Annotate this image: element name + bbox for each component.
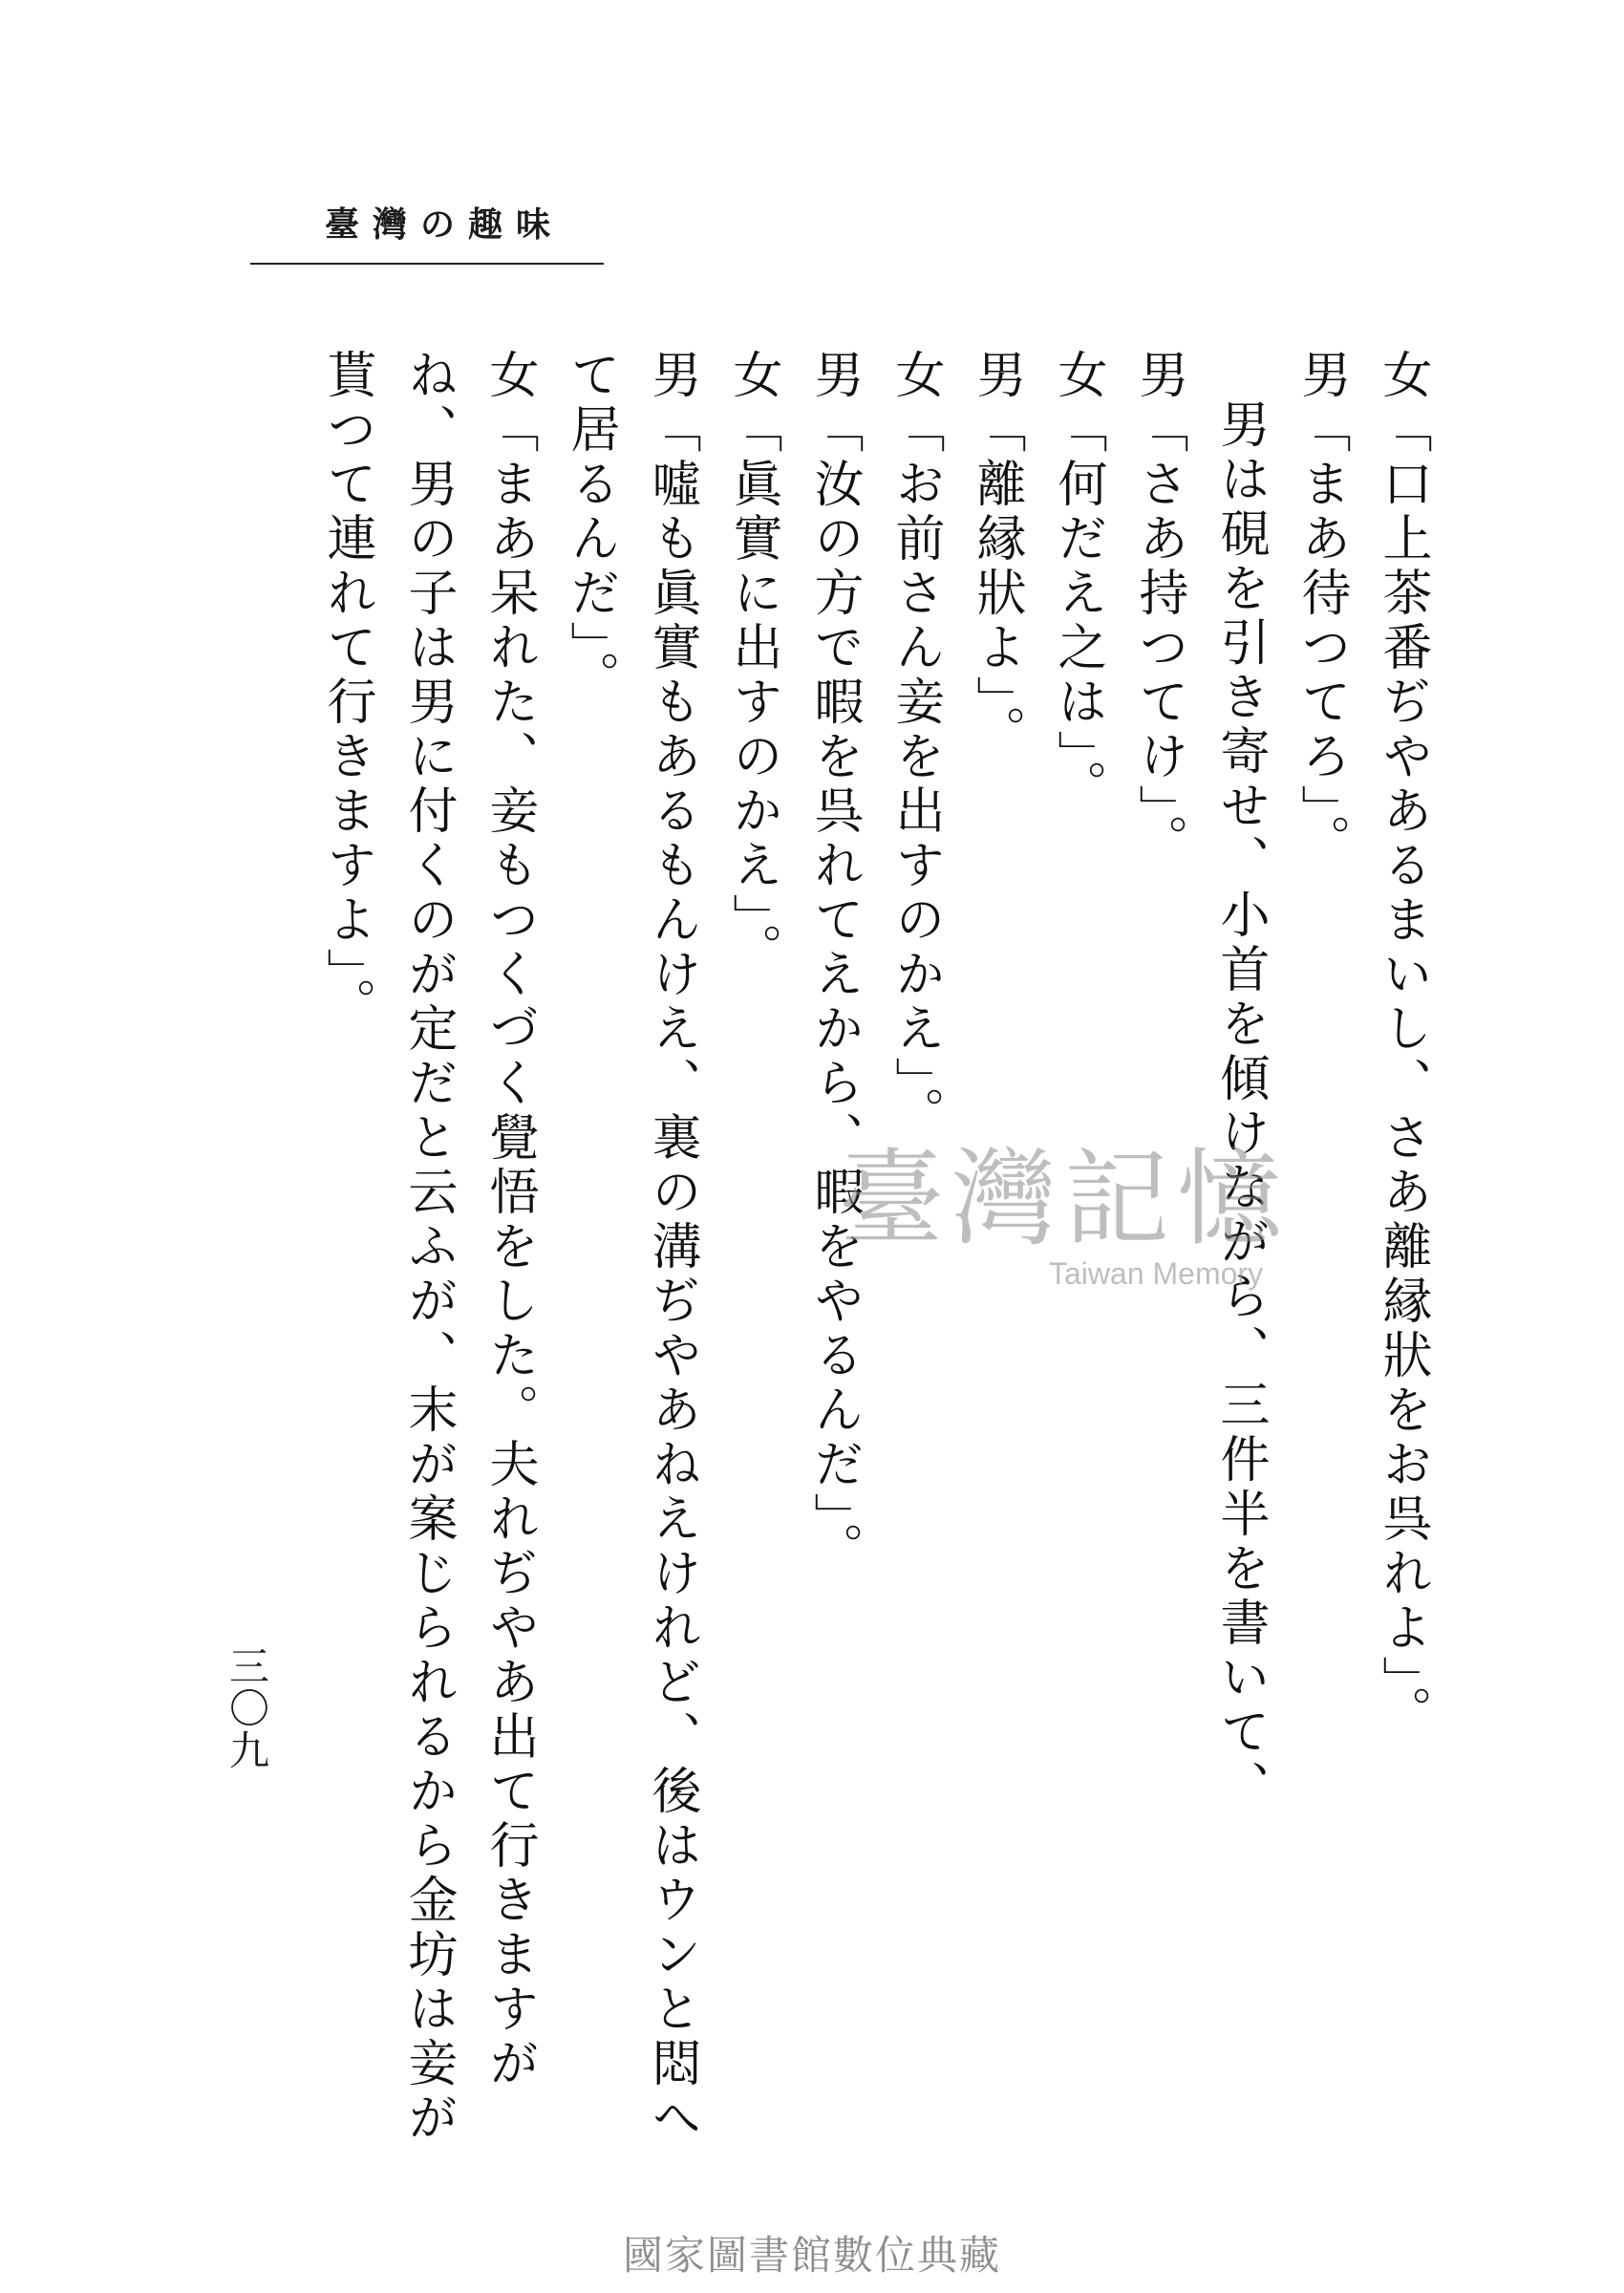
text-line: 女「お前さん妾を出すのかえ」。	[887, 349, 944, 1141]
page-number: 三〇九	[224, 1645, 270, 1771]
text-line: 男「さあ持つてけ」。	[1130, 349, 1187, 868]
text-line: 男は硯を引き寄せ、小首を傾けながら、三件半を書いて、	[1211, 398, 1269, 1814]
running-header-title: 臺灣の趣味	[324, 204, 564, 245]
text-line: 男「汝の方で暇を呉れてえから、暇をやるんだ」。	[805, 349, 863, 1576]
text-line: 女「何だえ之は」。	[1049, 349, 1106, 814]
header-rule	[250, 263, 604, 265]
running-header	[291, 196, 597, 253]
text-line: 男「まあ待つてろ」。	[1293, 349, 1350, 868]
text-line: 女「まあ呆れた、妾もつくづく覺悟をした。夫れぢやあ出て行きますがね、男の子は男に付くのが定だと云ふが、末が案じられるから金坊は妾が貰つて連れて行きますよ」。	[318, 349, 538, 2146]
text-line: 男「噓も眞實もあるもんけえ、裏の溝ぢやあねえけれど、後はウンと悶へて居るんだ」。	[562, 349, 700, 2146]
text-line: 女「口上茶番ぢやあるまいし、さあ離縁狀をお呉れよ」。	[1374, 349, 1431, 1740]
watermark-english: Taiwan Memory	[1049, 1256, 1264, 1291]
watermark	[839, 1137, 1336, 1318]
footer-credit: 國家圖書館數位典藏	[622, 2232, 1001, 2279]
watermark-chinese: 臺灣記憶	[839, 1138, 1290, 1260]
text-line: 女「眞實に出すのかえ」。	[724, 349, 781, 977]
text-line: 男「離縁狀よ」。	[968, 349, 1025, 760]
